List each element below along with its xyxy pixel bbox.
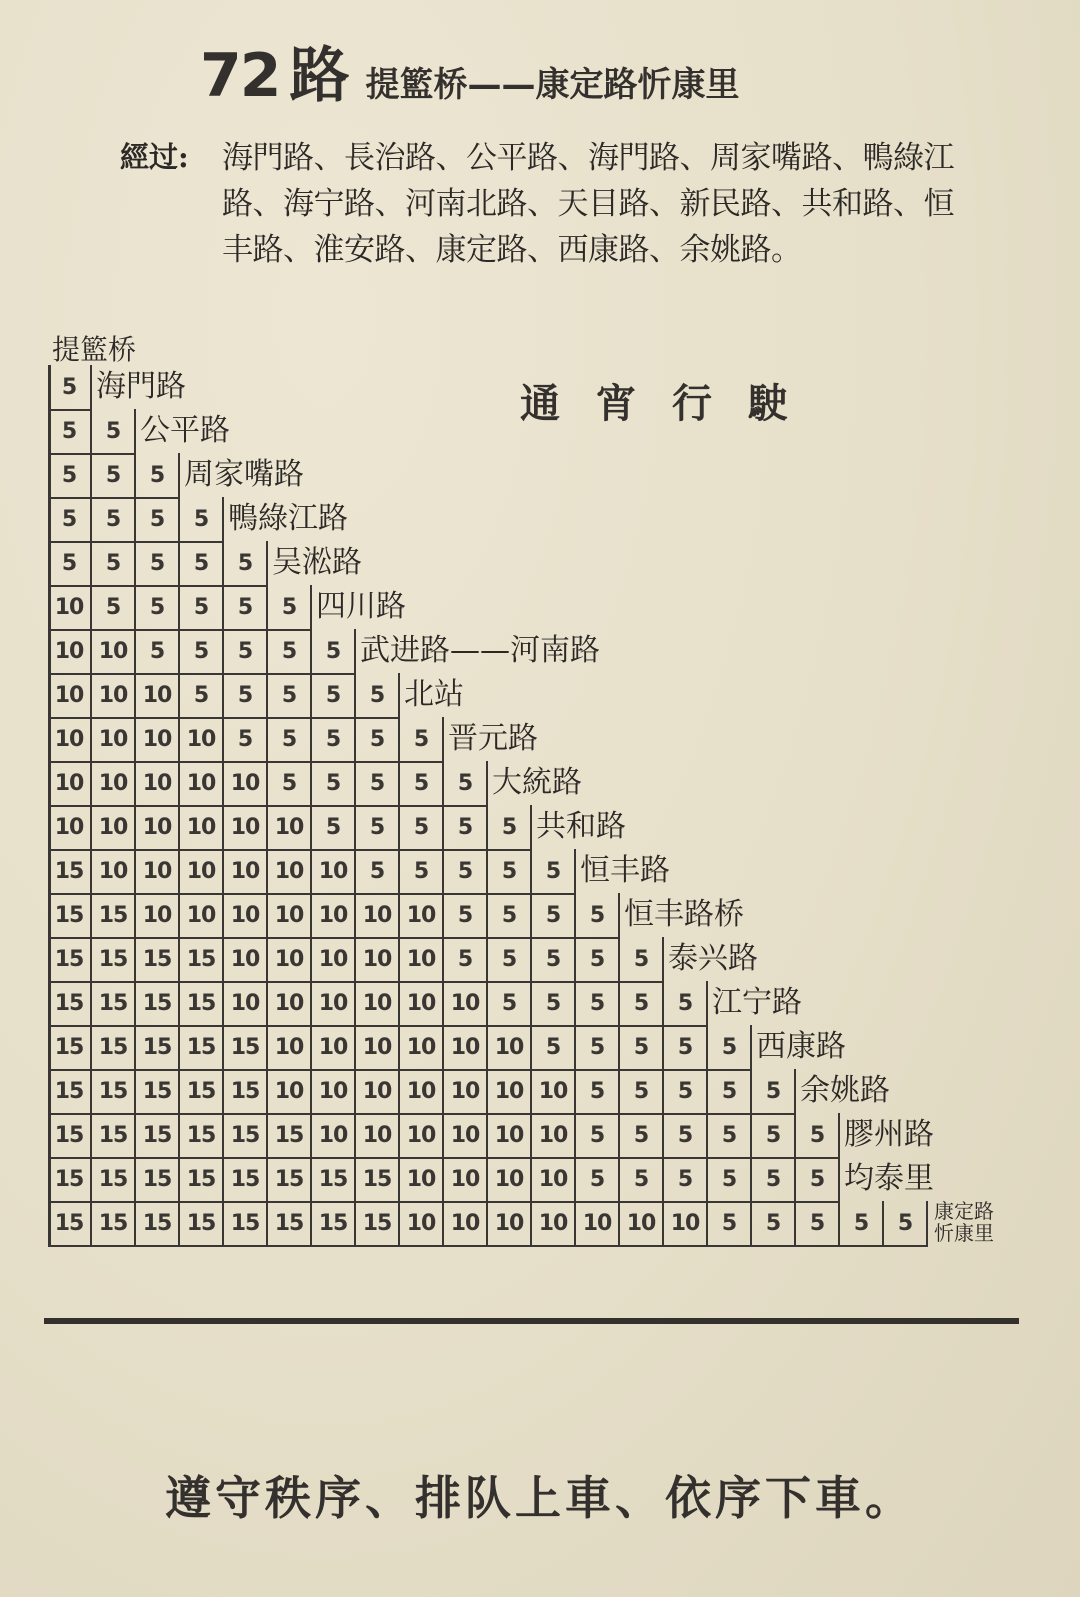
fare-cell: 5 [576,981,620,1025]
fare-cell: 5 [224,541,268,585]
fare-cell: 15 [48,981,92,1025]
fare-cell: 10 [136,805,180,849]
fare-cell: 5 [312,805,356,849]
fare-cells [48,585,312,629]
fare-cell: 5 [796,1113,840,1157]
fare-cell: 15 [180,1157,224,1201]
fare-cell: 10 [48,629,92,673]
fare-cell: 15 [180,1201,224,1245]
fare-cell: 10 [444,1201,488,1245]
divider-rule [44,1318,1019,1324]
fare-cell: 15 [268,1157,312,1201]
fare-cell: 5 [224,629,268,673]
fare-cell: 10 [268,893,312,937]
slogan: 遵守秩序、排队上車、依序下車。 [165,1471,915,1525]
fare-cell: 5 [136,497,180,541]
fare-row [48,849,670,895]
fare-cell: 5 [92,409,136,453]
fare-cell: 15 [312,1201,356,1245]
fare-cell: 10 [136,761,180,805]
fare-cell: 10 [136,849,180,893]
fare-cell: 10 [180,717,224,761]
stop-name: 膠州路 [844,1117,934,1152]
fare-cell: 5 [312,761,356,805]
fare-cell: 5 [576,1157,620,1201]
fare-cell: 5 [752,1069,796,1113]
fare-cell: 5 [444,849,488,893]
fare-cell: 10 [356,1113,400,1157]
stop-name: 海門路 [96,369,186,404]
fare-cell: 15 [92,937,136,981]
fare-cells [48,453,180,497]
fare-cell: 10 [92,629,136,673]
fare-row [48,1069,890,1115]
fare-cell: 10 [620,1201,664,1245]
fare-cell: 5 [796,1157,840,1201]
fare-cell: 15 [48,1113,92,1157]
fare-cells [48,761,488,805]
fare-cell: 15 [92,1069,136,1113]
fare-cell: 15 [224,1201,268,1245]
fare-cell: 5 [708,1025,752,1069]
fare-cell: 15 [180,937,224,981]
route-number: 72 [200,41,280,111]
start-stop: 提籃桥 [52,333,137,366]
fare-cell: 15 [92,1201,136,1245]
fare-row [48,761,582,807]
fare-cell: 5 [268,761,312,805]
fare-cell: 5 [180,629,224,673]
route-word: 路 [289,41,350,111]
fare-row [48,629,600,675]
fare-cell: 10 [180,805,224,849]
fare-cell: 5 [664,1025,708,1069]
stop-name: 鴨綠江路 [228,501,348,536]
fare-cell: 5 [444,761,488,805]
stop-name: 晋元路 [448,721,538,756]
fare-cell: 15 [180,981,224,1025]
fare-cell: 10 [136,717,180,761]
fare-cell: 5 [752,1201,796,1245]
fare-cell: 10 [400,1113,444,1157]
fare-cell: 5 [620,1113,664,1157]
fare-cell: 15 [268,1113,312,1157]
fare-cell: 10 [268,1025,312,1069]
fare-cell: 15 [48,937,92,981]
fare-cell: 10 [224,893,268,937]
fare-cell: 15 [312,1157,356,1201]
fare-cell: 5 [312,717,356,761]
fare-cell: 15 [136,981,180,1025]
fare-cell: 15 [92,1025,136,1069]
fare-cell: 5 [620,1157,664,1201]
fare-cell: 10 [356,893,400,937]
stop-name: 吴淞路 [272,545,362,580]
fare-cell: 5 [532,849,576,893]
fare-cell: 10 [400,1157,444,1201]
fare-cell: 10 [312,981,356,1025]
fare-row [48,541,362,587]
fare-cell: 10 [180,893,224,937]
fare-cell: 5 [708,1113,752,1157]
fare-cell: 5 [664,981,708,1025]
stop-name: 恒丰路 [580,853,670,888]
fare-cell: 10 [92,849,136,893]
fare-cells [48,717,444,761]
fare-cell: 5 [488,805,532,849]
fare-cell: 15 [48,1157,92,1201]
fare-cell: 5 [224,585,268,629]
fare-table [48,365,993,1270]
fare-cell: 10 [444,1025,488,1069]
fare-cells [48,1201,928,1245]
fare-cell: 5 [356,805,400,849]
fare-cell: 10 [488,1025,532,1069]
fare-row [48,981,802,1027]
fare-cell: 5 [356,717,400,761]
fare-cells [48,893,620,937]
fare-cell: 15 [180,1113,224,1157]
stop-name: 四川路 [316,589,406,624]
fare-cell: 10 [312,1025,356,1069]
fare-cell: 5 [884,1201,928,1245]
fare-cell: 10 [400,937,444,981]
fare-cell: 15 [136,1201,180,1245]
stop-name: 周家嘴路 [184,457,304,492]
fare-cell: 10 [444,1113,488,1157]
fare-cell: 10 [312,1113,356,1157]
fare-row [48,1113,934,1159]
fare-cell: 10 [356,1025,400,1069]
fare-cell: 15 [136,1113,180,1157]
stop-name: 共和路 [536,809,626,844]
fare-cells [48,805,532,849]
fare-cell: 15 [92,893,136,937]
fare-cell: 5 [356,849,400,893]
fare-cell: 10 [136,893,180,937]
fare-cell: 10 [48,673,92,717]
fare-cell: 10 [400,1069,444,1113]
fare-cell: 10 [180,849,224,893]
fare-cells [48,541,268,585]
stop-name: 公平路 [140,413,230,448]
fare-cell: 15 [224,1113,268,1157]
fare-cell: 15 [356,1157,400,1201]
fare-cell: 10 [532,1157,576,1201]
fare-cell: 10 [268,849,312,893]
fare-cell: 5 [92,453,136,497]
stop-name: 大統路 [492,765,582,800]
fare-cell: 15 [48,1201,92,1245]
fare-cell: 10 [664,1201,708,1245]
fare-cell: 5 [136,629,180,673]
fare-cell: 5 [532,981,576,1025]
fare-cells [48,1113,840,1157]
fare-cell: 10 [444,981,488,1025]
fare-cell: 5 [664,1113,708,1157]
fare-cell: 5 [752,1113,796,1157]
fare-cell: 10 [268,1069,312,1113]
fare-cell: 5 [620,981,664,1025]
fare-cell: 10 [268,981,312,1025]
fare-row [48,497,348,543]
fare-cell: 15 [48,893,92,937]
via-label: 經过: [120,140,189,174]
fare-cell: 5 [48,497,92,541]
fare-cell: 15 [268,1201,312,1245]
fare-cells [48,981,708,1025]
via-streets: 海門路、長治路、公平路、海門路、周家嘴路、鴨綠江路、海宁路、河南北路、天目路、新民路、共和路、恒丰路、淮安路、康定路、西康路、余姚路。 [222,140,954,268]
fare-cell: 5 [620,937,664,981]
fare-cell: 5 [48,541,92,585]
fare-cell: 10 [92,717,136,761]
fare-row [48,1199,994,1247]
fare-cell: 5 [576,937,620,981]
fare-cell: 5 [664,1157,708,1201]
fare-cell: 10 [312,849,356,893]
fare-cell: 5 [620,1069,664,1113]
fare-cell: 5 [400,805,444,849]
route-title [200,28,740,118]
fare-cell: 10 [312,937,356,981]
fare-row [48,673,464,719]
fare-cell: 5 [708,1157,752,1201]
fare-cell: 5 [488,849,532,893]
fare-row [48,409,230,455]
fare-cell: 10 [48,761,92,805]
fare-cell: 15 [92,981,136,1025]
fare-row [48,717,538,763]
fare-cell: 15 [224,1069,268,1113]
fare-row [48,453,304,499]
fare-cell: 10 [48,805,92,849]
fare-cell: 15 [180,1069,224,1113]
fare-cell: 5 [224,673,268,717]
fare-cell: 10 [400,1201,444,1245]
stop-name: 西康路 [756,1029,846,1064]
fare-cell: 5 [48,365,92,409]
fare-cell: 5 [356,673,400,717]
fare-cell: 5 [400,761,444,805]
fare-cell: 10 [92,761,136,805]
fare-cells [48,1025,752,1069]
fare-cell: 5 [180,585,224,629]
fare-cell: 5 [444,805,488,849]
fare-cell: 10 [48,585,92,629]
fare-cell: 10 [224,849,268,893]
fare-cell: 10 [356,937,400,981]
fare-cell: 5 [488,937,532,981]
fare-cell: 5 [268,673,312,717]
fare-cell: 5 [136,585,180,629]
fare-cells [48,1069,796,1113]
fare-cell: 15 [92,1113,136,1157]
fare-row [48,1025,846,1071]
fare-cell: 5 [620,1025,664,1069]
fare-cell: 5 [400,717,444,761]
fare-cell: 5 [488,893,532,937]
fare-cell: 10 [224,937,268,981]
fare-cell: 5 [92,541,136,585]
fare-cell: 10 [488,1069,532,1113]
fare-cell: 10 [356,1069,400,1113]
fare-cell: 5 [312,673,356,717]
fare-cell: 15 [136,1069,180,1113]
fare-cell: 5 [224,717,268,761]
fare-cell: 5 [312,629,356,673]
fare-cell: 5 [796,1201,840,1245]
fare-cell: 10 [488,1201,532,1245]
fare-cell: 10 [224,981,268,1025]
fare-cells [48,937,664,981]
fare-cell: 10 [224,761,268,805]
stop-name: 均泰里 [844,1161,934,1196]
fare-cell: 10 [48,717,92,761]
stop-name: 江宁路 [712,985,802,1020]
route-terminals: 提籃桥——康定路忻康里 [365,65,740,105]
fare-cell: 15 [224,1025,268,1069]
fare-cells [48,497,224,541]
fare-row [48,893,744,939]
fare-cell: 5 [708,1201,752,1245]
fare-cell: 5 [268,717,312,761]
fare-cell: 15 [136,1157,180,1201]
fare-cell: 10 [444,1157,488,1201]
fare-cell: 5 [444,937,488,981]
fare-cell: 5 [752,1157,796,1201]
fare-cell: 5 [136,453,180,497]
fare-cell: 5 [576,1025,620,1069]
fare-cell: 10 [136,673,180,717]
fare-row [48,365,186,411]
fare-cell: 5 [576,893,620,937]
fare-cell: 10 [400,893,444,937]
fare-cell: 10 [92,805,136,849]
stop-name-line-2: 忻康里 [934,1221,994,1245]
fare-cell: 15 [136,937,180,981]
fare-cell: 5 [488,981,532,1025]
fare-cell: 10 [400,1025,444,1069]
fare-cell: 10 [488,1113,532,1157]
fare-cell: 15 [48,1069,92,1113]
fare-cell: 5 [532,893,576,937]
fare-cell: 10 [356,981,400,1025]
fare-cell: 5 [48,453,92,497]
fare-cell: 5 [400,849,444,893]
fare-cell: 10 [312,893,356,937]
fare-row [48,585,406,631]
fare-cells [48,1157,840,1201]
fare-cell: 5 [268,585,312,629]
fare-cells [48,365,92,409]
overnight-service-note: 通宵行駛 [520,381,824,427]
fare-cell: 5 [532,1025,576,1069]
fare-cell: 10 [268,937,312,981]
stop-name [934,1200,994,1244]
fare-cell: 5 [576,1113,620,1157]
stop-name: 余姚路 [800,1073,890,1108]
fare-cell: 5 [92,497,136,541]
fare-cell: 5 [136,541,180,585]
fare-cell: 15 [180,1025,224,1069]
fare-cell: 5 [444,893,488,937]
fare-cell: 15 [48,849,92,893]
fare-cells [48,629,356,673]
fare-cell: 10 [488,1157,532,1201]
fare-cell: 5 [708,1069,752,1113]
fare-cell: 10 [224,805,268,849]
fare-cell: 5 [180,497,224,541]
fare-cell: 10 [180,761,224,805]
fare-cell: 15 [224,1157,268,1201]
fare-cell: 15 [356,1201,400,1245]
fare-cell: 15 [48,1025,92,1069]
fare-cell: 5 [532,937,576,981]
fare-cell: 10 [444,1069,488,1113]
fare-cell: 10 [312,1069,356,1113]
fare-cell: 5 [180,673,224,717]
fare-row [48,1157,934,1203]
fare-cell: 10 [400,981,444,1025]
fare-cell: 10 [92,673,136,717]
fare-cell: 5 [48,409,92,453]
fare-cells [48,849,576,893]
stop-name: 武进路——河南路 [360,633,600,668]
fare-cell: 15 [92,1157,136,1201]
stop-name-line-1: 康定路 [934,1199,994,1223]
fare-cell: 5 [268,629,312,673]
fare-cell: 5 [576,1069,620,1113]
fare-cells [48,673,400,717]
fare-cell: 10 [532,1201,576,1245]
fare-cell: 5 [840,1201,884,1245]
stop-name: 泰兴路 [668,941,758,976]
fare-cell: 10 [532,1113,576,1157]
stop-name: 北站 [404,677,464,712]
fare-cell: 5 [356,761,400,805]
fare-cell: 10 [576,1201,620,1245]
fare-cell: 5 [92,585,136,629]
fare-cell: 5 [180,541,224,585]
fare-cell: 15 [136,1025,180,1069]
fare-cells [48,409,136,453]
fare-cell: 10 [268,805,312,849]
fare-cell: 5 [664,1069,708,1113]
fare-row [48,937,758,983]
stop-name: 恒丰路桥 [624,897,744,932]
fare-row [48,805,626,851]
fare-cell: 10 [532,1069,576,1113]
